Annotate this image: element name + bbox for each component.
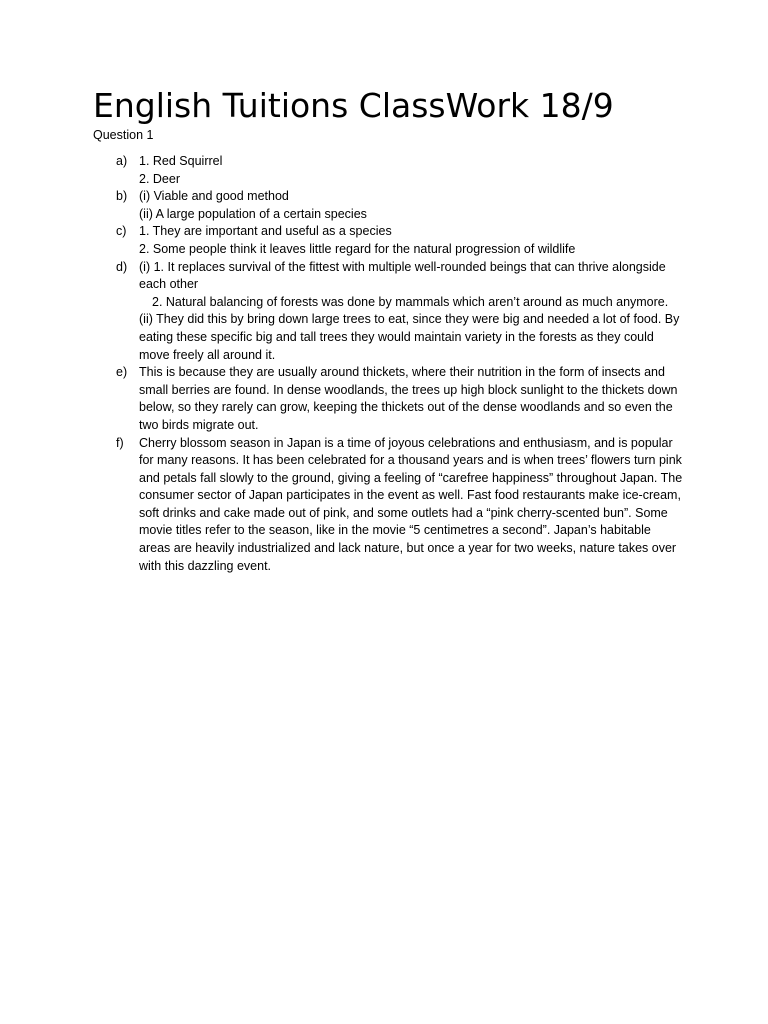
answer-line: 2. Natural balancing of forests was done by mammals which aren’t around as much anymore. [152,294,669,309]
answer-line: Cherry blossom season in Japan is a time of joyous celebrations and enthusiasm, and is popular for many reasons. It has been celebrated for a thousand years and is when trees’ flowers turn pink and petals fall slowly to the ground, giving a feeling of “carefree happiness” throughout Japan. The consumer sector of Japan participates in the event as well. Fast food restaurants make ice-cream, soft drinks and cake made out of pink, and some outlets had a “pink cherry-scented bun”. Some movie titles refer to the season, like in the movie “5 centimetres a second”. Japan’s habitable areas are heavily industrialized and lack nature, but once a year for two weeks, nature takes over with this dazzling event. [139,435,683,573]
answer-line: 1. Red Squirrel [139,154,223,168]
list-marker: c) [116,224,127,239]
answer-content [139,435,683,576]
list-marker: b) [116,189,128,204]
list-marker: d) [116,259,128,274]
answer-line: (i) Viable and good method [139,189,289,204]
answer-line: (ii) They did this by bring down large trees to eat, since they were big and needed a lot of food. By eating these specific big and tall trees they would maintain variety in the forests as they could move freely all around it. [139,312,680,362]
document-page [93,86,683,575]
answer-item-b [93,188,683,223]
list-marker: e) [116,365,128,380]
answer-line: 1. They are important and useful as a species [139,224,392,239]
answer-item-c [93,223,683,258]
answer-content [139,188,683,223]
list-marker: a) [116,154,128,168]
answer-item-f [93,435,683,576]
answer-list [93,153,683,575]
list-marker: f) [116,435,124,450]
answer-item-a [93,153,683,188]
answer-content [139,223,683,258]
answer-content [139,153,683,188]
answer-item-e [93,364,683,434]
answer-content [139,259,683,365]
answer-item-d [93,259,683,365]
answer-content [139,364,683,434]
document-title: English Tuitions ClassWork 18/9 [93,86,614,125]
answer-line: This is because they are usually around thickets, where their nutrition in the form of insects and small berries are found. In dense woodlands, the trees up high block sunlight to the thickets down below, so they rarely can grow, keeping the thickets out of the dense woodlands and so even the two birds migrate out. [139,365,678,432]
answer-line: 2. Deer [139,171,180,186]
answer-line: (ii) A large population of a certain species [139,206,367,221]
question-label: Question 1 [93,128,154,142]
answer-line: 2. Some people think it leaves little regard for the natural progression of wildlife [139,241,576,256]
answer-line: (i) 1. It replaces survival of the fittest with multiple well-rounded beings that can thrive alongside each other [139,259,666,292]
